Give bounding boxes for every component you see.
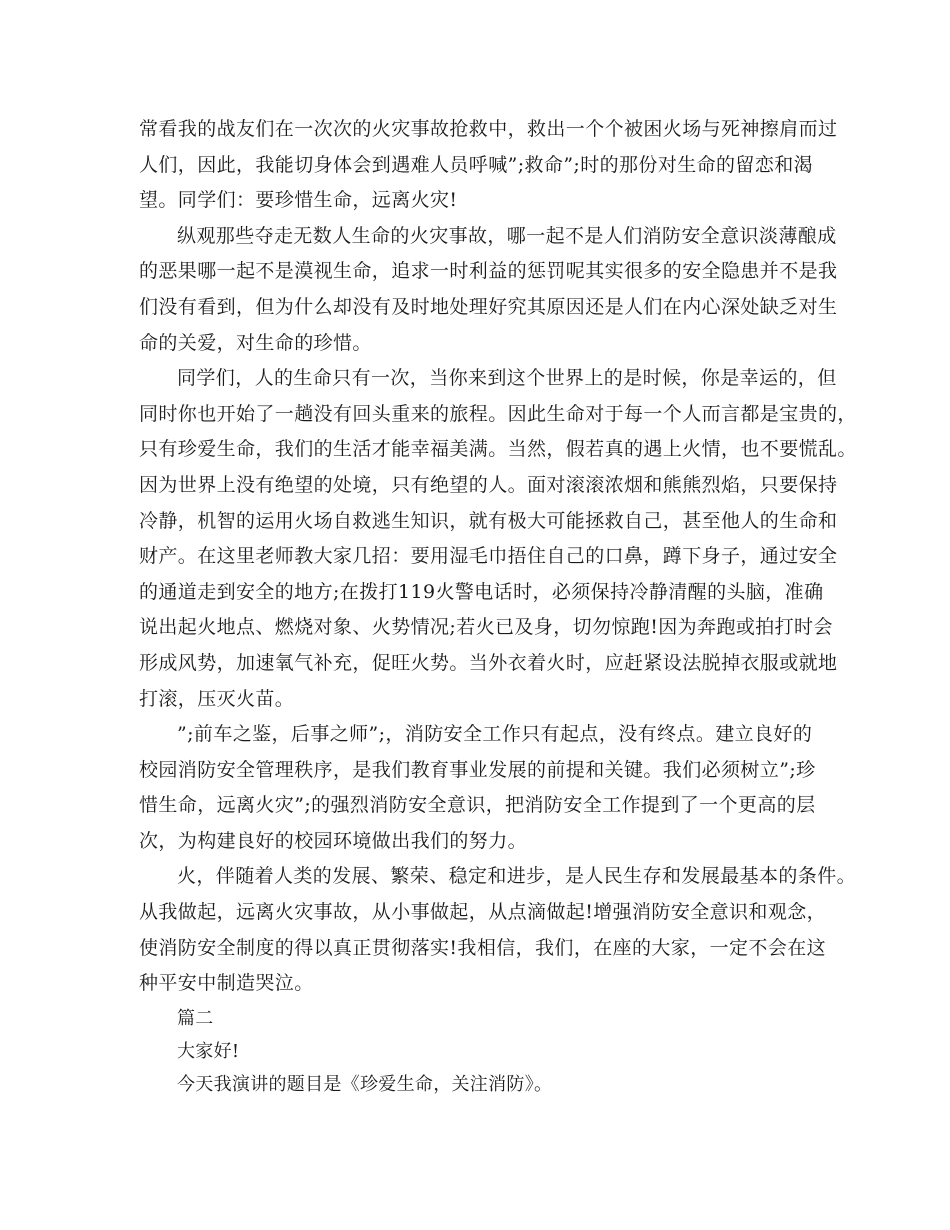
text-line: 纵观那些夺走无数人生命的火灾事故，哪一起不是人们消防安全意识淡薄酿成 xyxy=(177,224,837,247)
text-line: 财产。在这里老师教大家几招：要用湿毛巾捂住自己的口鼻，蹲下身子，通过安全 xyxy=(139,545,838,568)
text-line: 们没有看到，但为什么却没有及时地处理好究其原因还是人们在内心深处缺乏对生 xyxy=(139,295,838,318)
greeting: 大家好! xyxy=(177,1040,240,1062)
paragraph xyxy=(139,859,857,1001)
text-line: 从我做起，远离火灾事故，从小事做起，从点滴做起!增强消防安全意识和观念， xyxy=(139,901,827,924)
text-line: 常看我的战友们在一次次的火灾事故抢救中，救出一个个被困火场与死神擦肩而过 xyxy=(139,118,838,140)
text-line: 次，为构建良好的校园环境做出我们的努力。 xyxy=(139,829,528,852)
paragraph xyxy=(139,717,819,859)
text-line: 种平安中制造哭泣。 xyxy=(139,972,314,995)
text-line: 打滚，压灭火苗。 xyxy=(139,687,295,710)
text-line: 人们，因此，我能切身体会到遇难人员呼喊”;救命”;时的那份对生命的留恋和渴 xyxy=(139,153,814,176)
paragraph xyxy=(139,361,857,717)
text-line: 的通道走到安全的地方;在拨打119火警电话时，必须保持冷静清醒的头脑，准确 xyxy=(139,580,824,603)
text-line: 校园消防安全管理秩序，是我们教育事业发展的前提和关键。我们必须树立”;珍 xyxy=(139,758,816,781)
text-line: 只有珍爱生命，我们的生活才能幸福美满。当然，假若真的遇上火情，也不要慌乱。 xyxy=(139,438,857,461)
text-line: 望。同学们：要珍惜生命，远离火灾! xyxy=(139,189,458,212)
text-line: 因为世界上没有绝望的处境，只有绝望的人。面对滚滚浓烟和熊熊烈焰，只要保持 xyxy=(139,473,838,496)
text-line: 的恶果哪一起不是漠视生命，追求一时利益的惩罚呢其实很多的安全隐患并不是我 xyxy=(139,260,838,283)
text-line: 形成风势，加速氧气补充，促旺火势。当外衣着火时，应赶紧设法脱掉衣服或就地 xyxy=(139,651,838,674)
intro-line: 今天我演讲的题目是《珍爱生命，关注消防》。 xyxy=(177,1073,553,1095)
text-line: 说出起火地点、燃烧对象、火势情况;若火已及身，切勿惊跑!因为奔跑或拍打时会 xyxy=(139,616,833,639)
paragraph xyxy=(139,219,838,361)
text-line: ”;前车之鉴，后事之师”;，消防安全工作只有起点，没有终点。建立良好的 xyxy=(177,723,813,746)
text-line: 使消防安全制度的得以真正贯彻落实!我相信，我们，在座的大家，一定不会在这 xyxy=(139,936,827,959)
section-heading: 篇二 xyxy=(177,1007,214,1029)
text-line: 同学们，人的生命只有一次，当你来到这个世界上的是时候，你是幸运的，但 xyxy=(177,367,837,390)
text-line: 冷静，机智的运用火场自救逃生知识，就有极大可能拯救自己，甚至他人的生命和 xyxy=(139,509,838,532)
document-body xyxy=(139,112,857,1101)
text-line: 命的关爱，对生命的珍惜。 xyxy=(139,331,372,354)
text-line: 同时你也开始了一趟没有回头重来的旅程。因此生命对于每一个人而言都是宝贵的， xyxy=(139,402,857,425)
text-line: 惜生命，远离火灾”;的强烈消防安全意识，把消防安全工作提到了一个更高的层 xyxy=(139,794,816,817)
paragraph xyxy=(139,112,838,219)
text-line: 火，伴随着人类的发展、繁荣、稳定和进步，是人民生存和发展最基本的条件。 xyxy=(177,865,857,888)
